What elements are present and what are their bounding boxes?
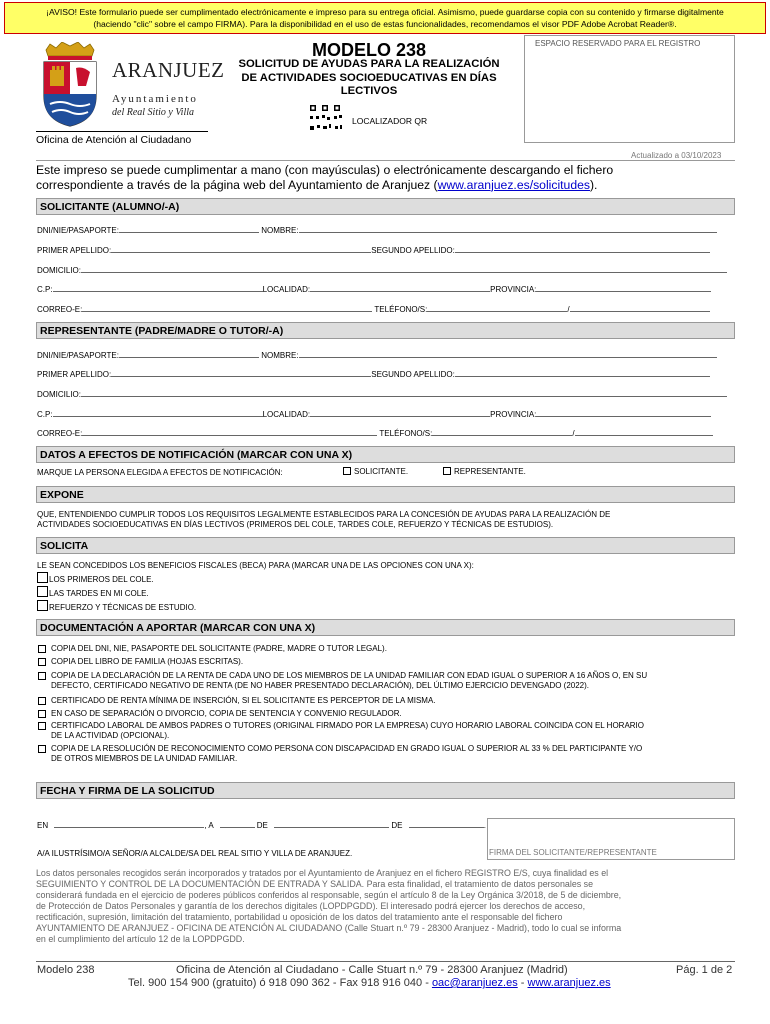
fecha-anio-field[interactable] [409,820,484,828]
solicitante-segundo-apellido-field[interactable] [455,245,710,253]
representante-telefono-2-field[interactable] [575,428,713,436]
representante-localidad-field[interactable] [310,409,490,417]
representante-segundo-apellido-field[interactable] [455,369,710,377]
expone-line-2: ACTIVIDADES SOCIOEDUCATIVAS EN DÍAS LECTIVOS (PRIMEROS DEL COLE, TARDES COLE, REFUERZO Y TÉCNICAS DE ESTUDIOS). [37,520,554,529]
telefono-separator: / [567,305,570,314]
primeros-cole-checkbox[interactable] [37,572,48,583]
expone-line-1: QUE, ENTENDIENDO CUMPLIR TODOS LOS REQUISITOS LEGALMENTE ESTABLECIDOS PARA LA CONCESIÓN DE AYUDAS PARA LA REALIZACIÓN DE [37,510,611,519]
solicitante-provincia-field[interactable] [536,284,711,292]
fecha-dot: . [483,821,486,830]
qr-code-icon [308,104,348,134]
notificacion-option-solicitante[interactable] [343,467,408,476]
intro-line-2 [36,178,736,193]
representante-dni-field[interactable] [119,350,259,358]
solicitante-cp-row [37,284,711,294]
doc-discapacidad-label-2: DE OTROS MIEMBROS DE LA UNIDAD FAMILIAR. [51,754,238,763]
section-notificacion: DATOS A EFECTOS DE NOTIFICACIÓN (MARCAR CON UNA X) [36,446,735,463]
fecha-a-label: , A [204,821,214,830]
primer-apellido-label: PRIMER APELLIDO: [37,370,112,379]
privacy-line: de Protección de Datos Personales y garantía de los derechos digitales (LOPDPGDD). El interesado podrá ejercer los derechos de acceso, [36,901,586,911]
notificacion-prompt: MARQUE LA PERSONA ELEGIDA A EFECTOS DE NOTIFICACIÓN: [37,468,283,477]
representante-cp-row [37,409,711,419]
qr-locator-label: LOCALIZADOR QR [352,116,428,126]
solicitante-primer-apellido-field[interactable] [111,245,371,253]
privacy-line: en el cumplimiento del artículo 12 de la LOPDPGDD. [36,934,245,944]
representante-provincia-field[interactable] [536,409,711,417]
solicitante-cp-field[interactable] [53,284,263,292]
doc-renta-label-1: COPIA DE LA DECLARACIÓN DE LA RENTA DE CADA UNO DE LOS MIEMBROS DE LA UNIDAD FAMILIAR CON EDAD IGUAL O SUPERIOR A 16 AÑOS O, EN SU [51,671,648,680]
notificacion-representante-checkbox[interactable] [443,467,451,475]
footer-address: Oficina de Atención al Ciudadano - Calle Stuart n.º 79 - 28300 Aranjuez (Madrid) [176,964,568,976]
fecha-mes-field[interactable] [274,820,389,828]
correo-label: CORREO-E: [37,429,83,438]
notificacion-solicitante-label: SOLICITANTE. [354,467,409,476]
cp-label: C.P: [37,410,53,419]
privacy-line: considerará fundada en el ejercicio de poderes públicos conferidos al responsable, según el artículo 8 de la Ley Orgánica 3/2018, de 5 de diciembre, [36,890,622,900]
solicitante-telefono-1-field[interactable] [427,304,570,314]
fecha-en-label: EN [37,821,49,830]
form-title-line-2: DE ACTIVIDADES SOCIOEDUCATIVAS EN DÍAS [241,71,497,84]
notificacion-representante-label: REPRESENTANTE. [454,467,526,476]
doc-item-libro-familia[interactable] [38,657,734,667]
doc-renta-minima-label: CERTIFICADO DE RENTA MÍNIMA DE INSERCIÓN, SI EL SOLICITANTE ES PERCEPTOR DE LA MISMA. [51,696,436,705]
doc-item-dni[interactable] [38,644,734,654]
expone-text [37,510,735,530]
telefono-label: TELÉFONO/S: [379,429,433,438]
notice-line-2: (haciendo "clic" sobre el campo FIRMA). Para la disponibilidad en el uso de estas funcionalidades, recomendamos el visor PDF Adobe Acrobat Reader®. [93,19,677,29]
doc-dni-checkbox[interactable] [38,645,46,653]
footer-contact [128,977,611,989]
correo-label: CORREO-E: [37,305,83,314]
localidad-label: LOCALIDAD: [262,410,311,419]
solicitante-localidad-field[interactable] [310,284,490,292]
solicita-option-refuerzo[interactable] [37,600,196,612]
real-sitio-label: del Real Sitio y Villa [112,107,195,118]
representante-correo-row [37,428,713,438]
ayuntamiento-label: Ayuntamiento [112,93,198,105]
cp-label: C.P: [37,285,53,294]
signature-label: FIRMA DEL SOLICITANTE/REPRESENTANTE [489,848,657,857]
digital-notice-banner [4,2,766,34]
intro-text [36,163,736,192]
primeros-cole-label: LOS PRIMEROS DEL COLE. [49,575,154,584]
footer-phones: Tel. 900 154 900 (gratuito) ó 918 090 362 - Fax 918 916 040 - [128,977,432,989]
representante-primer-apellido-field[interactable] [111,369,371,377]
header-divider [36,160,735,161]
notificacion-solicitante-checkbox[interactable] [343,467,351,475]
doc-renta-minima-checkbox[interactable] [38,697,46,705]
doc-separacion-checkbox[interactable] [38,710,46,718]
telefono-label: TELÉFONO/S: [374,305,428,314]
section-expone: EXPONE [36,486,735,503]
solicitante-telefono-2-field[interactable] [570,304,710,312]
privacy-line: AYUNTAMIENTO DE ARANJUEZ - OFICINA DE ATENCIÓN AL CIUDADANO (Calle Stuart n.º 79 - 28300 Aranjuez - Madrid), todo lo cual se informa [36,923,622,933]
section-documentacion: DOCUMENTACIÓN A APORTAR (MARCAR CON UNA X) [36,619,735,636]
privacy-line: SEGUIMIENTO Y CONTROL DE LA DOCUMENTACIÓN DE ENTRADA Y SALIDA. Para esta finalidad, el tratamiento de datos personales se [36,879,594,889]
section-representante: REPRESENTANTE (PADRE/MADRE O TUTOR/-A) [36,322,735,339]
doc-libro-familia-label: COPIA DEL LIBRO DE FAMILIA (HOJAS ESCRITAS). [51,657,244,666]
registry-label: ESPACIO RESERVADO PARA EL REGISTRO [535,39,701,48]
representante-nombre-field[interactable] [299,350,717,358]
registry-box [524,35,735,143]
representante-apellidos-row [37,369,710,379]
addressee: A/A ILUSTRÍSIMO/A SEÑOR/A ALCALDE/SA DEL REAL SITIO Y VILLA DE ARANJUEZ. [37,849,353,858]
representante-domicilio-row [37,389,727,399]
localidad-label: LOCALIDAD: [262,285,311,294]
aranjuez-crest-icon [36,42,104,128]
solicitante-domicilio-row [37,265,727,275]
solicita-option-primeros[interactable] [37,572,154,584]
solicitante-nombre-field[interactable] [299,225,717,233]
fecha-de-1-label: DE [256,821,268,830]
section-solicita: SOLICITA [36,537,735,554]
fecha-dia-field[interactable] [220,820,255,828]
footer-page: Pág. 1 de 2 [676,964,733,976]
office-name: Oficina de Atención al Ciudadano [36,131,208,146]
segundo-apellido-label: SEGUNDO APELLIDO: [371,246,455,255]
solicitante-apellidos-row [37,245,710,255]
solicita-option-tardes[interactable] [37,586,149,598]
refuerzo-checkbox[interactable] [37,600,48,611]
intro-line-2-end: ). [589,177,598,192]
telefono-separator: / [572,429,575,438]
doc-separacion-label: EN CASO DE SEPARACIÓN O DIVORCIO, COPIA DE SENTENCIA Y CONVENIO REGULADOR. [51,709,402,718]
privacy-notice [36,868,736,945]
solicitante-correo-field[interactable] [82,304,372,312]
doc-renta-label-2: DEFECTO, CERTIFICADO NEGATIVO DE RENTA (DE NO HABER PRESENTADO DECLARACIÓN), DEL ÚLTIMO EJERCICIO DEVENGADO (2022). [51,681,590,690]
doc-item-certificado-laboral[interactable] [38,721,734,741]
representante-correo-field[interactable] [82,428,377,436]
domicilio-label: DOMICILIO: [37,390,82,399]
fecha-de-2-label: DE [391,821,403,830]
solicitante-dni-field[interactable] [119,225,259,233]
form-title-line-1: SOLICITUD DE AYUDAS PARA LA REALIZACIÓN [238,58,500,70]
solicitudes-link[interactable]: www.aranjuez.es/solicitudes [437,177,590,192]
doc-dni-label: COPIA DEL DNI, NIE, PASAPORTE DEL SOLICITANTE (PADRE, MADRE O TUTOR LEGAL). [51,644,387,653]
provincia-label: PROVINCIA: [490,285,537,294]
footer-model: Modelo 238 [37,964,95,976]
tardes-cole-label: LAS TARDES EN MI COLE. [49,589,149,598]
municipality-name: ARANJUEZ [112,58,225,82]
solicitante-domicilio-field[interactable] [81,265,727,273]
segundo-apellido-label: SEGUNDO APELLIDO: [371,370,455,379]
doc-laboral-checkbox[interactable] [38,722,46,730]
doc-laboral-label-1: CERTIFICADO LABORAL DE AMBOS PADRES O TUTORES (ORIGINAL FIRMADO POR LA EMPRESA) CUYO HORARIO LABORAL COINCIDA CON EL HORARIO [51,721,645,730]
representante-domicilio-field[interactable] [81,389,727,397]
section-fecha-firma: FECHA Y FIRMA DE LA SOLICITUD [36,782,735,799]
notice-line-1: ¡AVISO! Este formulario puede ser cumplimentado electrónicamente e impreso para su entrega oficial. Asimismo, puede guardarse copia con su contenido y firmarse digitalmente [46,7,724,17]
dni-label: DNI/NIE/PASAPORTE: [37,351,119,360]
section-solicitante: SOLICITANTE (ALUMNO/-A) [36,198,735,215]
domicilio-label: DOMICILIO: [37,266,82,275]
footer-email-link[interactable]: oac@aranjuez.es [431,977,518,989]
intro-line-1: Este impreso se puede cumplimentar a mano (con mayúsculas) o electrónicamente descargando el fichero [36,163,614,177]
privacy-line: Los datos personales recogidos serán incorporados y tratados por el Ayuntamiento de Aranjuez en el fichero REGISTRO E/S, cuya finalidad es el [36,868,609,878]
representante-cp-field[interactable] [53,409,263,417]
footer-divider [36,961,735,962]
intro-line-2-start: correspondiente a través de la página web del Ayuntamiento de Aranjuez ( [36,177,438,192]
form-title [214,58,524,99]
solicita-intro: LE SEAN CONCEDIDOS LOS BENEFICIOS FISCALES (BECA) PARA (MARCAR UNA DE LAS OPCIONES CON UNA X): [37,561,474,570]
doc-item-renta[interactable] [38,671,734,691]
tardes-cole-checkbox[interactable] [37,586,48,597]
doc-renta-checkbox[interactable] [38,672,46,680]
provincia-label: PROVINCIA: [490,410,537,419]
fecha-row [37,820,486,830]
fecha-lugar-field[interactable] [54,820,204,828]
representante-dni-row [37,350,717,360]
doc-libro-familia-checkbox[interactable] [38,658,46,666]
dni-label: DNI/NIE/PASAPORTE: [37,226,119,235]
doc-discapacidad-checkbox[interactable] [38,745,46,753]
nombre-label: NOMBRE: [261,226,299,235]
doc-item-renta-minima[interactable] [38,696,734,706]
nombre-label: NOMBRE: [261,351,299,360]
notificacion-option-representante[interactable] [443,467,526,476]
footer-separator: - [517,977,528,989]
refuerzo-label: REFUERZO Y TÉCNICAS DE ESTUDIO. [49,603,197,612]
doc-item-discapacidad[interactable] [38,744,734,764]
footer-web-link[interactable]: www.aranjuez.es [527,977,611,989]
doc-laboral-label-2: DE LA ACTIVIDAD (OPCIONAL). [51,731,170,740]
solicitante-dni-row [37,225,717,235]
doc-discapacidad-label-1: COPIA DE LA RESOLUCIÓN DE RECONOCIMIENTO COMO PERSONA CON DISCAPACIDAD EN GRADO IGUAL O SUPERIOR AL 33 % DEL PARTICIPANTE Y/O [51,744,643,753]
model-number: MODELO 238 [311,40,427,60]
form-title-line-3: LECTIVOS [340,85,398,97]
solicitante-correo-row [37,304,710,314]
representante-telefono-1-field[interactable] [432,428,575,438]
doc-item-separacion[interactable] [38,709,734,719]
updated-date: Actualizado a 03/10/2023 [631,151,722,160]
primer-apellido-label: PRIMER APELLIDO: [37,246,112,255]
privacy-line: rectificación, supresión, limitación del tratamiento, portabilidad u oposición de los datos del tratamiento ante el responsable del fichero [36,912,563,922]
